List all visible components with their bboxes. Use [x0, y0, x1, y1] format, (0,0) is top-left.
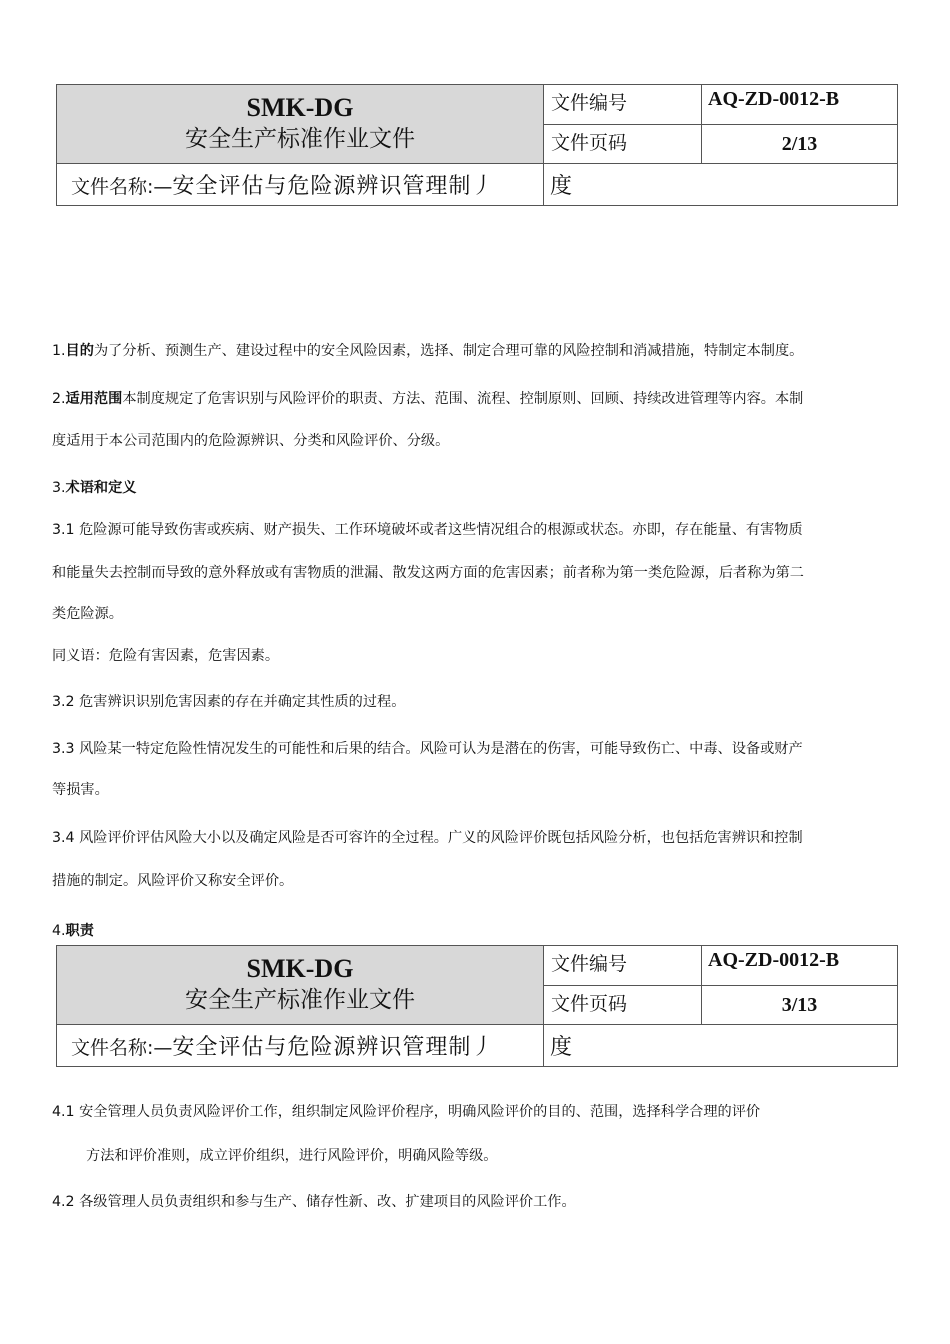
section-heading: 术语和定义	[65, 480, 137, 496]
section-number: 2.	[52, 391, 66, 407]
definition-3-3-line-2: 等损害。	[52, 782, 109, 798]
doc-name: 安全评估与危险源辨识管理制丿	[172, 174, 495, 199]
header-title	[57, 85, 544, 164]
section-number: 4.	[52, 923, 66, 939]
page-number-label: 文件页码	[544, 125, 702, 164]
responsibility-4-1-line-2: 方法和评价准则，成立评价组织，进行风险评价，明确风险等级。	[86, 1148, 498, 1164]
doc-number-value: AQ-ZD-0012-B	[702, 85, 898, 125]
section-heading: 目的	[65, 343, 94, 359]
section-1-paragraph	[52, 341, 902, 361]
page-number-value: 3/13	[702, 986, 898, 1025]
header-title-en: SMK-DG	[246, 954, 354, 983]
section-2-paragraph-cont: 度适用于本公司范围内的危险源辨识、分类和风险评价、分级。	[52, 433, 450, 449]
definition-3-3-line-1: 3.3 风险某一特定危险性情况发生的可能性和后果的结合。风险可认为是潜在的伤害，可能导致伤亡、中毒、设备或财产	[52, 741, 803, 757]
section-4-heading	[52, 921, 902, 941]
document-header-2	[56, 945, 898, 1067]
header-title-en: SMK-DG	[246, 93, 354, 122]
section-heading: 职责	[65, 923, 94, 939]
section-text: 为了分析、预测生产、建设过程中的安全风险因素，选择、制定合理可靠的风险控制和消减措施，特制定本制度。	[93, 343, 804, 359]
definition-3-1-line-3: 类危险源。	[52, 606, 123, 622]
doc-number-label: 文件编号	[544, 946, 702, 986]
doc-name: 安全评估与危险源辨识管理制丿	[172, 1035, 495, 1060]
section-3-heading	[52, 478, 902, 498]
doc-name-tail: 度	[544, 1025, 898, 1067]
responsibility-4-2: 4.2 各级管理人员负责组织和参与生产、储存性新、改、扩建项目的风险评价工作。	[52, 1194, 576, 1210]
doc-number-value: AQ-ZD-0012-B	[702, 946, 898, 986]
definition-3-1-line-1: 3.1 危险源可能导致伤害或疾病、财产损失、工作环境破坏或者这些情况组合的根源或状态。亦即，存在能量、有害物质	[52, 522, 803, 538]
section-number: 1.	[52, 343, 66, 359]
definition-3-4-line-1: 3.4 风险评价评估风险大小以及确定风险是否可容许的全过程。广义的风险评价既包括风险分析，也包括危害辨识和控制	[52, 830, 803, 846]
definition-3-2: 3.2 危害辨识识别危害因素的存在并确定其性质的过程。	[52, 694, 406, 710]
section-2-paragraph	[52, 389, 902, 409]
section-heading: 适用范围	[65, 391, 123, 407]
page-number-label: 文件页码	[544, 986, 702, 1025]
header-title-cn: 安全生产标准作业文件	[185, 126, 415, 152]
header-title	[57, 946, 544, 1025]
page-number-value: 2/13	[702, 125, 898, 164]
doc-number-label: 文件编号	[544, 85, 702, 125]
document-header-1	[56, 84, 898, 206]
responsibility-4-1-line-1: 4.1 安全管理人员负责风险评价工作，组织制定风险评价程序，明确风险评价的目的、范围，选择科学合理的评价	[52, 1104, 761, 1120]
doc-name-prefix: 文件名称:—	[71, 176, 173, 198]
header-title-cn: 安全生产标准作业文件	[185, 987, 415, 1013]
doc-name-prefix: 文件名称:—	[71, 1037, 173, 1059]
doc-name-cell	[57, 1025, 544, 1067]
definition-3-4-line-2: 措施的制定。风险评价又称安全评价。	[52, 873, 294, 889]
doc-name-tail: 度	[544, 164, 898, 206]
section-number: 3.	[52, 480, 66, 496]
section-text: 本制度规定了危害识别与风险评价的职责、方法、范围、流程、控制原则、回顾、持续改进管理等内容。本制	[122, 391, 804, 407]
doc-name-cell	[57, 164, 544, 206]
definition-3-1-line-2: 和能量失去控制而导致的意外释放或有害物质的泄漏、散发这两方面的危害因素；前者称为第一类危险源，后者称为第二	[52, 565, 804, 581]
definition-3-1-synonym: 同义语：危险有害因素，危害因素。	[52, 648, 280, 664]
